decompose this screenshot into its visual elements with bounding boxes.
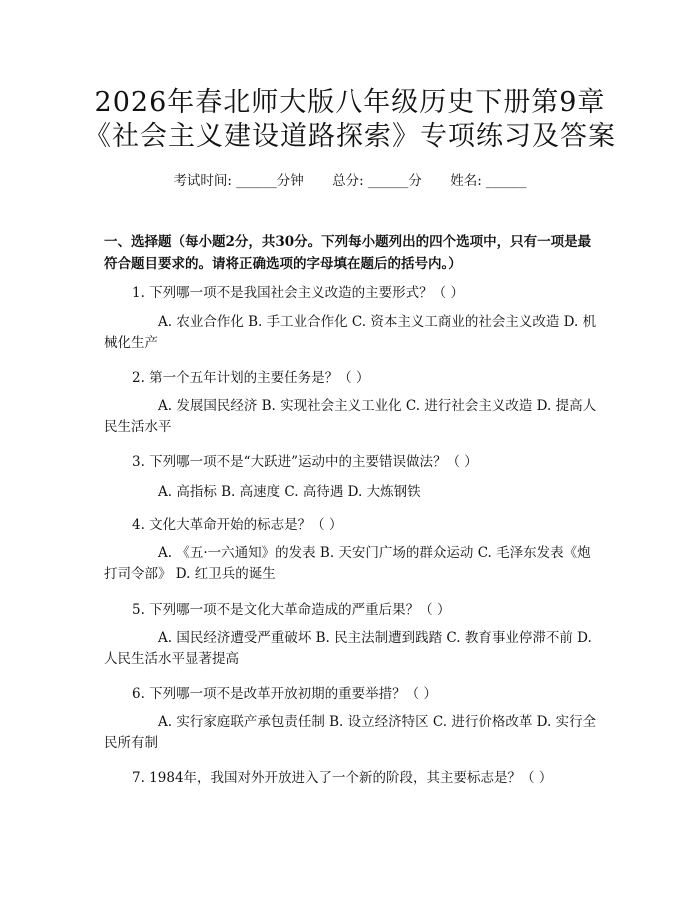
question-5-options: A. 国民经济遭受严重破坏 B. 民主法制遭到践踏 C. 教育事业停滞不前 D. 人民生活水平显著提高 [104,630,592,667]
question-1: 1. 下列哪一项不是我国社会主义改造的主要形式？（ ） [132,285,464,301]
question-2-options: A. 发展国民经济 B. 实现社会主义工业化 C. 进行社会主义改造 D. 提高人民生活水平 [104,398,597,435]
exam-info [0,169,700,189]
exam-time: 考试时间: ______分钟 [173,173,304,189]
question-6-options: A. 实行家庭联产承包责任制 B. 设立经济特区 C. 进行价格改革 D. 实行全民所有制 [104,714,597,751]
question-2: 2. 第一个五年计划的主要任务是？（ ） [132,370,370,386]
question-3: 3. 下列哪一项不是“大跃进”运动中的主要错误做法？（ ） [132,454,478,470]
doc-title-line2: 《社会主义建设道路探索》专项练习及答案 [84,121,616,152]
exam-name: 姓名: ______ [450,173,527,189]
question-4-options: A. 《五·一六通知》的发表 B. 天安门广场的群众运动 C. 毛泽东发表《炮打司令部》 D. 红卫兵的诞生 [104,545,591,582]
question-5: 5. 下列哪一项不是文化大革命造成的严重后果？（ ） [132,602,451,618]
question-4: 4. 文化大革命开始的标志是？（ ） [132,517,343,533]
question-1-options: A. 农业合作化 B. 手工业合作化 C. 资本主义工商业的社会主义改造 D. 机械化生产 [104,314,597,351]
question-7: 7. 1984年，我国对外开放进入了一个新的阶段，其主要标志是？（ ） [132,770,553,786]
question-3-options: A. 高指标 B. 高速度 C. 高待遇 D. 大炼钢铁 [158,484,421,500]
exam-score: 总分: ______分 [332,173,422,189]
question-6: 6. 下列哪一项不是改革开放初期的重要举措？（ ） [132,686,437,702]
section-heading: 一、选择题（每小题2分，共30分。下列每小题列出的四个选项中，只有一项是最符合题目要求的。请将正确选项的字母填在题后的括号内。） [104,234,592,272]
doc-title-line1: 2026年春北师大版八年级历史下册第9章 [94,87,606,118]
